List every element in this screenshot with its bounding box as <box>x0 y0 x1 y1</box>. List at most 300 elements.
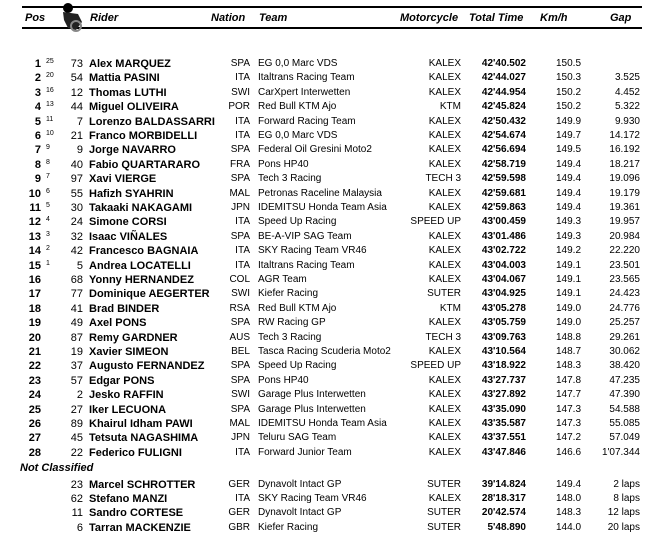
cell-name: Mattia PASINI <box>89 72 160 85</box>
cell-pos: 1 <box>34 58 41 70</box>
cell-name: Axel PONS <box>89 317 147 330</box>
cell-num: 57 <box>70 374 83 387</box>
result-row <box>0 316 650 330</box>
cell-pos: 20 <box>28 331 41 344</box>
cell-num: 45 <box>70 432 83 445</box>
cell-nat: SWI <box>231 288 250 300</box>
cell-name: Edgar PONS <box>89 374 155 387</box>
cell-pos: 2 <box>34 72 41 85</box>
cell-nat: SPA <box>230 403 250 415</box>
cell-team: AGR Team <box>258 274 307 285</box>
cell-num: 19 <box>70 346 83 358</box>
cell-nat: SWI <box>231 389 250 401</box>
cell-name: Dominique AEGERTER <box>89 288 210 301</box>
cell-team: Federal Oil Gresini Moto2 <box>258 144 372 156</box>
cell-name: Francesco BAGNAIA <box>89 245 199 258</box>
cell-team: BE-A-VIP SAG Team <box>258 230 352 242</box>
cell-kmh: 146.6 <box>556 446 582 458</box>
cell-pos: 21 <box>28 346 41 358</box>
cell-kmh: 150.2 <box>556 101 582 113</box>
cell-name: Jesko RAFFIN <box>89 389 164 402</box>
cell-num: 7 <box>76 115 83 128</box>
cell-kmh: 148.3 <box>556 360 582 372</box>
cell-mc: KALEX <box>428 432 461 444</box>
cell-nat: JPN <box>231 202 250 213</box>
cell-pos: 16 <box>28 274 41 286</box>
cell-name: Iker LECUONA <box>89 403 167 416</box>
cell-time: 43'01.486 <box>481 230 526 242</box>
result-row <box>0 345 650 359</box>
cell-mc: KALEX <box>428 374 461 386</box>
cell-name: Xavier SIMEON <box>89 346 169 358</box>
cell-mc: KALEX <box>428 158 461 170</box>
cell-nat: GBR <box>228 521 250 533</box>
cell-nat: SPA <box>230 58 250 69</box>
result-row <box>0 201 650 215</box>
cell-pos: 18 <box>28 302 41 315</box>
cell-nat: GER <box>228 479 250 490</box>
result-row <box>0 187 650 201</box>
cell-mc: KALEX <box>428 446 461 458</box>
cell-name: Isaac VIÑALES <box>89 230 168 243</box>
cell-mc: KALEX <box>428 403 461 415</box>
cell-nat: ITA <box>235 130 250 141</box>
cell-pos: 5 <box>34 115 41 128</box>
cell-name: Xavi VIERGE <box>89 173 157 186</box>
cell-mc: KALEX <box>428 72 461 84</box>
cell-nat: POR <box>228 101 250 113</box>
cell-pos: 4 <box>34 101 41 114</box>
cell-time: 20'42.574 <box>481 507 526 519</box>
cell-name: Brad BINDER <box>89 302 160 315</box>
cell-num: 2 <box>76 389 83 402</box>
cell-kmh: 147.8 <box>556 374 582 386</box>
cell-name: Stefano MANZI <box>89 493 168 506</box>
cell-kmh: 148.8 <box>556 331 582 343</box>
result-row <box>0 158 650 172</box>
cell-mc: KALEX <box>428 58 461 69</box>
cell-pts: 6 <box>46 187 50 195</box>
cell-nat: ITA <box>235 72 250 84</box>
cell-mc: KALEX <box>428 202 461 213</box>
cell-pts: 13 <box>46 101 54 109</box>
cell-kmh: 147.7 <box>556 389 582 401</box>
cell-nat: SPA <box>230 360 250 372</box>
cell-kmh: 147.3 <box>556 403 582 415</box>
result-row <box>0 100 650 114</box>
cell-mc: KALEX <box>428 274 461 285</box>
cell-team: SKY Racing Team VR46 <box>258 245 367 257</box>
cell-gap: 12 laps <box>607 507 640 519</box>
result-row <box>0 374 650 388</box>
result-row <box>0 86 650 100</box>
result-row <box>0 273 650 287</box>
cell-kmh: 149.5 <box>556 144 582 156</box>
cell-mc: SUTER <box>427 507 461 519</box>
cell-kmh: 148.3 <box>556 507 582 519</box>
cell-gap: 57.049 <box>609 432 640 444</box>
cell-name: Lorenzo BALDASSARRI <box>89 115 215 128</box>
cell-team: Speed Up Racing <box>258 360 337 372</box>
cell-kmh: 149.4 <box>556 479 582 490</box>
cell-nat: GER <box>228 507 250 519</box>
cell-pts: 2 <box>46 245 50 253</box>
result-row <box>0 302 650 316</box>
header-total-time: Total Time <box>469 12 524 24</box>
cell-kmh: 149.4 <box>556 158 582 170</box>
cell-time: 28'18.317 <box>481 493 526 505</box>
cell-name: Jorge NAVARRO <box>89 144 176 157</box>
result-row <box>0 506 650 520</box>
cell-gap: 23.501 <box>609 259 640 271</box>
cell-team: Dynavolt Intact GP <box>258 507 342 519</box>
cell-gap: 47.390 <box>609 389 640 401</box>
cell-nat: FRA <box>230 158 250 170</box>
cell-nat: JPN <box>231 432 250 444</box>
cell-kmh: 149.0 <box>556 302 582 314</box>
cell-name: Remy GARDNER <box>89 331 178 344</box>
cell-mc: KALEX <box>428 493 461 505</box>
cell-team: IDEMITSU Honda Team Asia <box>258 202 387 213</box>
cell-gap: 2 laps <box>613 479 640 490</box>
cell-pos: 12 <box>28 216 41 229</box>
cell-pos: 22 <box>28 360 41 373</box>
cell-pts: 1 <box>46 259 50 267</box>
cell-team: IDEMITSU Honda Team Asia <box>258 418 387 429</box>
cell-nat: SPA <box>230 317 250 329</box>
cell-time: 43'05.278 <box>481 302 526 314</box>
cell-mc: KTM <box>439 101 461 113</box>
cell-name: Andrea LOCATELLI <box>89 259 191 272</box>
cell-pos: 8 <box>34 158 41 171</box>
cell-kmh: 147.3 <box>556 418 582 429</box>
cell-time: 42'58.719 <box>481 158 526 170</box>
result-row <box>0 143 650 157</box>
cell-gap: 24.776 <box>609 302 640 314</box>
cell-nat: COL <box>229 274 250 285</box>
cell-time: 43'02.722 <box>481 245 526 257</box>
cell-pos: 13 <box>28 230 41 243</box>
cell-team: EG 0,0 Marc VDS <box>258 58 338 69</box>
cell-nat: ITA <box>235 245 250 257</box>
cell-name: Alex MARQUEZ <box>89 58 171 70</box>
result-row <box>0 492 650 506</box>
result-row <box>0 172 650 186</box>
cell-gap: 19.096 <box>609 173 640 185</box>
header-top-rule <box>22 6 642 8</box>
cell-kmh: 149.1 <box>556 274 582 285</box>
cell-mc: SUTER <box>427 479 461 490</box>
cell-num: 30 <box>70 202 83 214</box>
cell-gap: 20.984 <box>609 230 640 242</box>
result-row <box>0 115 650 129</box>
result-row <box>0 478 650 492</box>
cell-gap: 3.525 <box>614 72 640 84</box>
cell-team: Garage Plus Interwetten <box>258 403 366 415</box>
cell-nat: SPA <box>230 144 250 156</box>
cell-name: Augusto FERNANDEZ <box>89 360 205 373</box>
cell-kmh: 150.2 <box>556 86 582 98</box>
result-row <box>0 215 650 229</box>
cell-mc: KALEX <box>428 144 461 156</box>
cell-num: 42 <box>70 245 83 258</box>
cell-gap: 54.588 <box>609 403 640 415</box>
cell-gap: 30.062 <box>609 346 640 357</box>
cell-time: 43'35.587 <box>481 418 526 429</box>
cell-pos: 7 <box>34 144 41 157</box>
cell-time: 42'59.598 <box>481 173 526 185</box>
result-row <box>0 359 650 373</box>
cell-gap: 23.565 <box>609 274 640 285</box>
cell-time: 43'35.090 <box>481 403 526 415</box>
cell-time: 43'04.003 <box>481 259 526 271</box>
cell-mc: KALEX <box>428 86 461 98</box>
cell-nat: SPA <box>230 230 250 242</box>
cell-nat: MAL <box>229 187 250 199</box>
cell-pos: 27 <box>28 432 41 445</box>
cell-time: 43'00.459 <box>481 216 526 228</box>
cell-pos: 26 <box>28 418 41 430</box>
cell-num: 12 <box>70 86 83 99</box>
cell-time: 5'48.890 <box>487 521 526 533</box>
cell-team: Speed Up Racing <box>258 216 337 228</box>
cell-kmh: 149.3 <box>556 230 582 242</box>
cell-nat: RSA <box>229 302 250 314</box>
cell-nat: ITA <box>235 259 250 271</box>
result-row <box>0 57 650 71</box>
cell-num: 9 <box>76 144 83 157</box>
cell-pos: 24 <box>28 389 41 402</box>
cell-nat: ITA <box>235 493 250 505</box>
cell-num: 21 <box>70 130 83 142</box>
cell-num: 77 <box>70 288 83 301</box>
cell-time: 42'56.694 <box>481 144 526 156</box>
cell-pts: 25 <box>46 58 54 65</box>
cell-num: 62 <box>70 493 83 506</box>
cell-gap: 9.930 <box>614 115 640 127</box>
cell-time: 42'50.432 <box>481 115 526 127</box>
cell-kmh: 150.3 <box>556 72 582 84</box>
cell-num: 87 <box>70 331 83 344</box>
cell-name: Fabio QUARTARARO <box>89 158 201 171</box>
cell-time: 43'37.551 <box>481 432 526 444</box>
cell-time: 42'54.674 <box>481 130 526 141</box>
cell-team: Garage Plus Interwetten <box>258 389 366 401</box>
cell-num: 6 <box>76 521 83 534</box>
cell-name: Tarran MACKENZIE <box>89 521 191 534</box>
result-row <box>0 446 650 460</box>
cell-num: 5 <box>76 259 83 272</box>
cell-mc: KALEX <box>428 389 461 401</box>
cell-pos: 28 <box>28 446 41 459</box>
cell-pos: 17 <box>28 288 41 301</box>
cell-pts: 10 <box>46 130 54 137</box>
cell-kmh: 149.4 <box>556 202 582 213</box>
header-bottom-rule <box>22 27 642 29</box>
cell-gap: 8 laps <box>613 493 640 505</box>
cell-num: 11 <box>71 507 83 520</box>
cell-team: Tech 3 Racing <box>258 173 322 185</box>
cell-num: 73 <box>70 58 83 70</box>
cell-mc: TECH 3 <box>425 331 461 343</box>
cell-mc: KTM <box>439 302 461 314</box>
cell-num: 97 <box>70 173 83 186</box>
cell-time: 42'59.863 <box>481 202 526 213</box>
motorcycle-rider-icon <box>58 2 86 32</box>
cell-nat: SPA <box>230 374 250 386</box>
result-row <box>0 287 650 301</box>
cell-time: 43'04.067 <box>481 274 526 285</box>
cell-num: 44 <box>70 101 83 114</box>
cell-name: Hafizh SYAHRIN <box>89 187 174 200</box>
cell-name: Yonny HERNANDEZ <box>89 274 194 286</box>
header-gap: Gap <box>610 12 632 24</box>
cell-time: 43'05.759 <box>481 317 526 329</box>
cell-nat: SPA <box>230 173 250 185</box>
cell-pts: 5 <box>46 202 50 209</box>
cell-mc: KALEX <box>428 187 461 199</box>
header-rider: Rider <box>90 12 119 24</box>
cell-team: Pons HP40 <box>258 374 309 386</box>
cell-gap: 19.957 <box>609 216 640 228</box>
cell-mc: SUTER <box>427 521 461 533</box>
cell-nat: SWI <box>231 86 250 98</box>
cell-mc: KALEX <box>428 230 461 242</box>
cell-team: Kiefer Racing <box>258 521 319 533</box>
cell-team: Italtrans Racing Team <box>258 259 355 271</box>
cell-mc: KALEX <box>428 115 461 127</box>
cell-team: EG 0,0 Marc VDS <box>258 130 338 141</box>
cell-nat: ITA <box>235 115 250 127</box>
cell-kmh: 148.7 <box>556 346 582 357</box>
cell-name: Tetsuta NAGASHIMA <box>89 432 199 445</box>
cell-kmh: 149.7 <box>556 130 582 141</box>
cell-mc: KALEX <box>428 418 461 429</box>
cell-team: Dynavolt Intact GP <box>258 479 342 490</box>
cell-gap: 29.261 <box>609 331 640 343</box>
cell-time: 43'09.763 <box>481 331 526 343</box>
cell-mc: TECH 3 <box>425 173 461 185</box>
cell-pts: 3 <box>46 230 50 238</box>
result-row <box>0 521 650 535</box>
cell-kmh: 150.5 <box>556 58 582 69</box>
cell-time: 42'45.824 <box>481 101 526 113</box>
header-pos: Pos <box>25 12 46 24</box>
cell-team: Forward Racing Team <box>258 115 356 127</box>
cell-num: 32 <box>70 230 83 243</box>
cell-time: 43'18.922 <box>481 360 526 372</box>
cell-pts: 20 <box>46 72 54 80</box>
cell-time: 43'04.925 <box>481 288 526 300</box>
cell-gap: 16.192 <box>609 144 640 156</box>
cell-mc: KALEX <box>428 245 461 257</box>
cell-mc: SUTER <box>427 288 461 300</box>
header-kmh: Km/h <box>540 12 568 24</box>
cell-pts: 7 <box>46 173 50 181</box>
cell-time: 43'27.737 <box>481 374 526 386</box>
cell-team: Tech 3 Racing <box>258 331 322 343</box>
cell-kmh: 149.0 <box>556 317 582 329</box>
cell-pos: 9 <box>34 173 41 186</box>
cell-num: 24 <box>70 216 83 229</box>
cell-team: Tasca Racing Scuderia Moto2 <box>258 346 391 357</box>
cell-num: 55 <box>70 187 83 200</box>
cell-mc: KALEX <box>428 130 461 141</box>
cell-num: 54 <box>70 72 83 85</box>
cell-gap: 47.235 <box>609 374 640 386</box>
cell-num: 41 <box>70 302 83 315</box>
cell-time: 42'40.502 <box>481 58 526 69</box>
cell-nat: ITA <box>235 216 250 228</box>
cell-gap: 22.220 <box>609 245 640 257</box>
cell-pos: 25 <box>28 403 41 416</box>
cell-nat: ITA <box>235 446 250 458</box>
cell-kmh: 149.1 <box>556 288 582 300</box>
cell-team: Red Bull KTM Ajo <box>258 101 337 113</box>
cell-mc: KALEX <box>428 259 461 271</box>
cell-kmh: 149.1 <box>556 259 582 271</box>
cell-team: Italtrans Racing Team <box>258 72 355 84</box>
cell-time: 42'44.954 <box>481 86 526 98</box>
cell-num: 23 <box>70 479 83 491</box>
result-row <box>0 244 650 258</box>
result-row <box>0 71 650 85</box>
result-row <box>0 417 650 431</box>
cell-name: Takaaki NAKAGAMI <box>89 202 193 214</box>
cell-kmh: 149.3 <box>556 216 582 228</box>
cell-pts: 16 <box>46 86 54 94</box>
cell-num: 27 <box>70 403 83 416</box>
cell-pts: 11 <box>46 115 54 123</box>
cell-kmh: 147.2 <box>556 432 582 444</box>
cell-gap: 24.423 <box>609 288 640 300</box>
cell-name: Marcel SCHROTTER <box>89 479 196 491</box>
cell-name: Simone CORSI <box>89 216 167 229</box>
cell-nat: MAL <box>229 418 250 429</box>
cell-gap: 38.420 <box>609 360 640 372</box>
cell-kmh: 149.9 <box>556 115 582 127</box>
cell-time: 42'44.027 <box>481 72 526 84</box>
cell-gap: 20 laps <box>607 521 640 533</box>
cell-team: CarXpert Interwetten <box>258 86 351 98</box>
cell-num: 40 <box>70 158 83 171</box>
cell-pos: 15 <box>28 259 41 272</box>
cell-gap: 19.361 <box>609 202 640 213</box>
cell-name: Khairul Idham PAWI <box>89 418 193 430</box>
cell-kmh: 144.0 <box>556 521 582 533</box>
cell-num: 49 <box>70 317 83 330</box>
cell-mc: SPEED UP <box>410 360 461 372</box>
cell-kmh: 148.0 <box>556 493 582 505</box>
cell-name: Miguel OLIVEIRA <box>89 101 179 114</box>
result-row <box>0 230 650 244</box>
cell-gap: 4.452 <box>614 86 640 98</box>
cell-pts: 9 <box>46 144 50 152</box>
cell-mc: SPEED UP <box>410 216 461 228</box>
cell-gap: 14.172 <box>609 130 640 141</box>
cell-kmh: 149.4 <box>556 173 582 185</box>
cell-name: Sandro CORTESE <box>89 507 184 520</box>
not-classified-heading: Not Classified <box>20 462 94 474</box>
cell-team: Petronas Raceline Malaysia <box>258 187 382 199</box>
cell-team: Pons HP40 <box>258 158 309 170</box>
cell-pts: 4 <box>46 216 50 224</box>
result-row <box>0 403 650 417</box>
cell-kmh: 149.2 <box>556 245 582 257</box>
cell-pos: 11 <box>29 202 41 214</box>
cell-num: 22 <box>70 446 83 459</box>
cell-team: Forward Junior Team <box>258 446 352 458</box>
